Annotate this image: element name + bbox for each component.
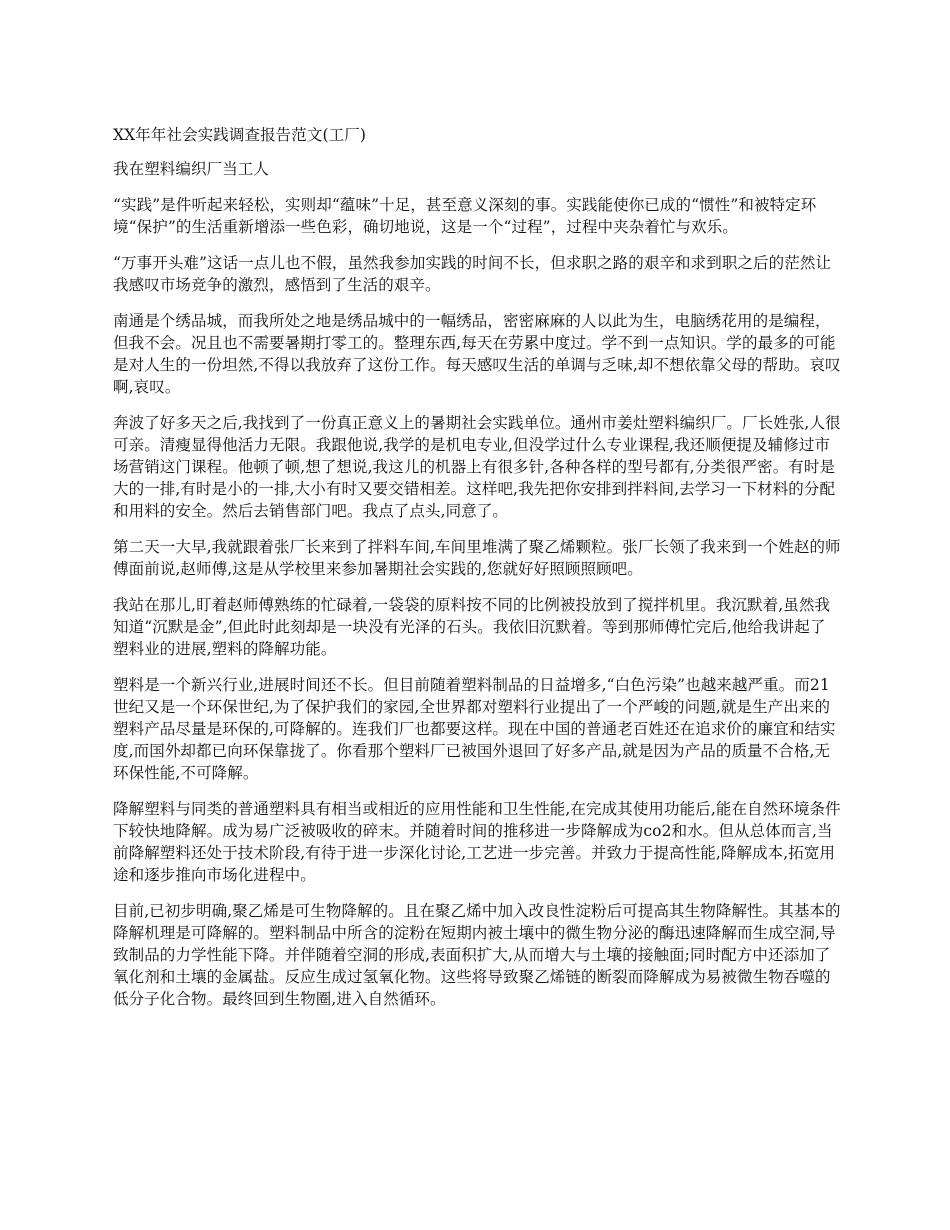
paragraph-nantong: 南通是个绣品城，而我所处之地是绣品城中的一幅绣品，密密麻麻的人以此为生，电脑绣花用的是编程，但我不会。况且也不需要暑期打零工的。整理东西,每天在劳累中度过。学不到一点知识。学的最多的可能是对人生的一份坦然,不得以我放弃了这份工作。每天感叹生活的单调与乏味,却不想依靠父母的帮助。哀叹啊,哀叹。: [113, 312, 841, 396]
paragraph-plastics-industry: 塑料是一个新兴行业,进展时间还不长。但目前随着塑料制品的日益增多,“白色污染”也越来越严重。而21世纪又是一个环保世纪,为了保护我们的家园,全世界都对塑料行业提出了一个严峻的问题,就是生产出来的塑料产品尽量是环保的,可降解的。连我们厂也都要这样。现在中国的普通老百姓还在追求价的廉宜和结实度,而国外却都已向环保靠拢了。你看那个塑料厂已被国外退回了好多产品,就是因为产品的质量不合格,无环保性能,不可降解。: [113, 676, 836, 782]
document-title: XX年年社会实践调查报告范文(工厂): [113, 126, 366, 144]
paragraph-degradable-plastics: 降解塑料与同类的普通塑料具有相当或相近的应用性能和卫生性能,在完成其使用功能后,能在自然环境条件下较快地降解。成为易广泛被吸收的碎末。并随着时间的推移进一步降解成为co2和水。但从总体而言,当前降解塑料还处于技术阶段,有待于进一步深化讨论,工艺进一步完善。并致力于提高性能,降解成本,拓宽用途和逐步推向市场化进程中。: [113, 800, 841, 884]
paragraph-master-zhao: 我站在那儿,盯着赵师傅熟练的忙碌着,一袋袋的原料按不同的比例被投放到了搅拌机里。我沉默着,虽然我知道“沉默是金”,但此时此刻却是一块没有光泽的石头。我依旧沉默着。等到那师傅忙完后,他给我讲起了塑料业的进展,塑料的降解功能。: [113, 596, 831, 658]
paragraph-polyethylene: 目前,已初步明确,聚乙烯是可生物降解的。且在聚乙烯中加入改良性淀粉后可提高其生物降解性。其基本的降解机理是可降解的。塑料制品中所含的淀粉在短期内被土壤中的微生物分泌的酶迅速降解而生成空洞,导致制品的力学性能下降。并伴随着空洞的形成,表面积扩大,从而增大与土壤的接触面;同时配方中还添加了氧化剂和土壤的金属盐。反应生成过氢氧化物。这些将导致聚乙烯链的断裂而降解成为易被微生物吞噬的低分子化合物。最终回到生物圈,进入自然循环。: [113, 902, 841, 1008]
paragraph-mixing-workshop: 第二天一大早,我就跟着张厂长来到了拌料车间,车间里堆满了聚乙烯颗粒。张厂长领了我来到一个姓赵的师傅面前说,赵师傅,这是从学校里来参加暑期社会实践的,您就好好照顾照顾吧。: [113, 538, 841, 578]
paragraph-intro: “实践”是件听起来轻松，实则却“蕴味”十足，甚至意义深刻的事。实践能使你已成的“惯性”和被特定环境“保护”的生活重新增添一些色彩，确切地说，这是一个“过程”，过程中夹杂着忙与欢乐。: [113, 196, 817, 236]
paragraph-factory: 奔波了好多天之后,我找到了一份真正意义上的暑期社会实践单位。通州市姜灶塑料编织厂。厂长姓张,人很可亲。清瘦显得他活力无限。我跟他说,我学的是机电专业,但没学过什么专业课程,我还顺便提及辅修过市场营销这门课程。他顿了顿,想了想说,我这儿的机器上有很多针,各种各样的型号都有,分类很严密。有时是大的一排,有时是小的一排,大小有时又要交错相差。这样吧,我先把你安排到拌料间,去学习一下材料的分配和用料的安全。然后去销售部门吧。我点了点头,同意了。: [113, 414, 841, 520]
document-body: [113, 124, 841, 1024]
document-subtitle: 我在塑料编织厂当工人: [113, 160, 270, 178]
paragraph-job-search: “万事开头难”这话一点儿也不假，虽然我参加实践的时间不长，但求职之路的艰辛和求到职之后的茫然让我感叹市场竞争的激烈，感悟到了生活的艰辛。: [113, 254, 832, 294]
